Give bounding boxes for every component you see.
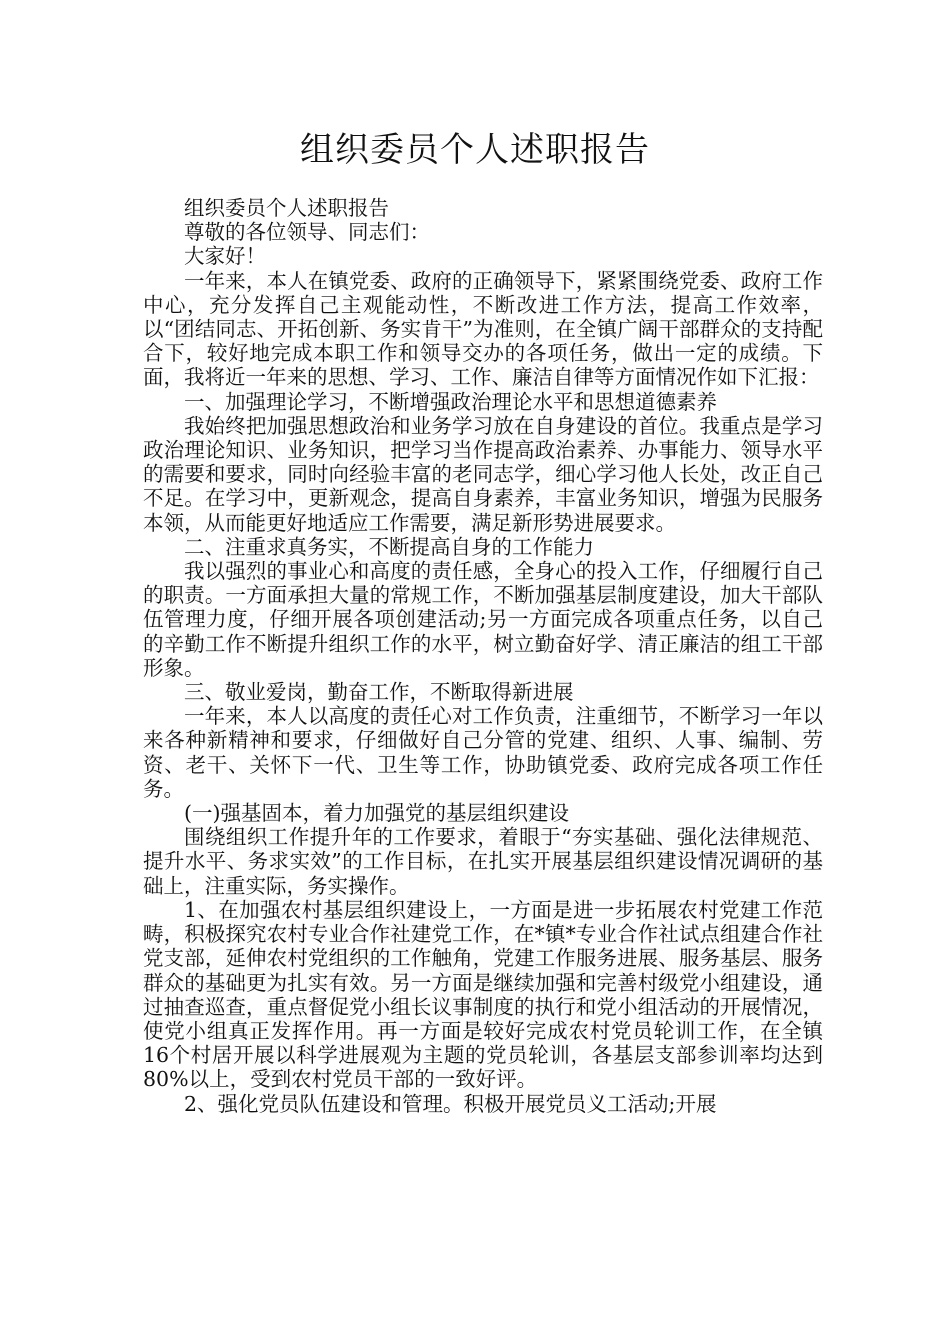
document-body [143, 196, 823, 1116]
paragraph-intro: 一年来，本人在镇党委、政府的正确领导下，紧紧围绕党委、政府工作中心，充分发挥自己主观能动性，不断改进工作方法，提高工作效率，以“团结同志、开拓创新、务实肯干”为准则，在全镇广阔干部群众的支持配合下，较好地完成本职工作和领导交办的各项任务，做出一定的成绩。下面，我将近一年来的思想、学习、工作、廉洁自律等方面情况作如下汇报： [143, 268, 823, 390]
paragraph-section-2: 我以强烈的事业心和高度的责任感，全身心的投入工作，仔细履行自己的职责。一方面承担大量的常规工作，不断加强基层制度建设，加大干部队伍管理力度，仔细开展各项创建活动;另一方面完成各项重点任务，以自己的辛勤工作不断提升组织工作的水平，树立勤奋好学、清正廉洁的组工干部形象。 [143, 559, 823, 680]
paragraph-subtitle: 组织委员个人述职报告 [184, 196, 389, 220]
paragraph-subsection-1: 围绕组织工作提升年的工作要求，着眼于“夯实基础、强化法律规范、提升水平、务求实效”的工作目标，在扎实开展基层组织建设情况调研的基础上，注重实际，务实操作。 [143, 825, 823, 898]
paragraph-section-3: 一年来，本人以高度的责任心对工作负责，注重细节，不断学习一年以来各种新精神和要求，仔细做好自己分管的党建、组织、人事、编制、劳资、老干、关怀下一代、卫生等工作，协助镇党委、政府完成各项工作任务。 [143, 704, 823, 801]
paragraph-item-1: 1、在加强农村基层组织建设上，一方面是进一步拓展农村党建工作范畴，积极探究农村专业合作社建党工作，在*镇*专业合作社试点组建合作社党支部，延伸农村党组织的工作触角，党建工作服务进展、服务基层、服务群众的基础更为扎实有效。另一方面是继续加强和完善村级党小组建设，通过抽查巡查，重点督促党小组长议事制度的执行和党小组活动的开展情况，使党小组真正发挥作用。再一方面是较好完成农村党员轮训工作，在全镇16个村居开展以科学进展观为主题的党员轮训，各基层支部参训率均达到80%以上，受到农村党员干部的一致好评。 [143, 897, 823, 1092]
paragraph-section-1: 我始终把加强思想政治和业务学习放在自身建设的首位。我重点是学习政治理论知识、业务知识，把学习当作提高政治素养、办事能力、领导水平的需要和要求，同时向经验丰富的老同志学，细心学习他人长处，改正自己不足。在学习中，更新观念，提高自身素养，丰富业务知识，增强为民服务本领，从而能更好地适应工作需要，满足新形势进展要求。 [143, 413, 823, 535]
section-heading-2: 二、注重求真务实，不断提高自身的工作能力 [184, 534, 594, 559]
document-title: 组织委员个人述职报告 [300, 130, 650, 170]
paragraph-salutation: 尊敬的各位领导、同志们： [184, 220, 430, 245]
paragraph-greeting: 大家好！ [184, 244, 266, 269]
subsection-heading-1: (一)强基固本，着力加强党的基层组织建设 [184, 801, 569, 826]
paragraph-item-2: 2、强化党员队伍建设和管理。积极开展党员义工活动;开展 [184, 1091, 717, 1116]
section-heading-1: 一、加强理论学习，不断增强政治理论水平和思想道德素养 [184, 389, 717, 414]
section-heading-3: 三、敬业爱岗，勤奋工作，不断取得新进展 [184, 680, 574, 705]
